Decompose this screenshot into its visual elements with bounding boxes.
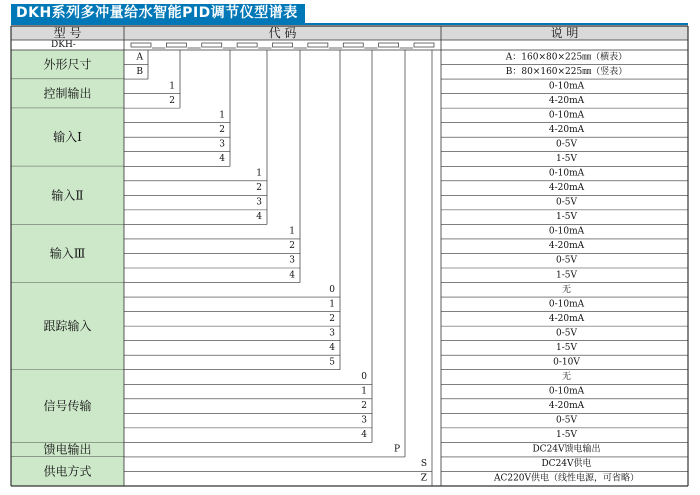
- desc-value: 无: [561, 284, 572, 295]
- model-prefix: DKH-: [51, 40, 76, 50]
- code-value: 0: [361, 372, 367, 382]
- code-value: 3: [361, 415, 367, 426]
- header-code-label: 代 码: [268, 26, 297, 40]
- code-slot-box: [131, 43, 151, 47]
- desc-value: 0-5V: [556, 139, 577, 150]
- group-label: 控制输出: [43, 86, 92, 101]
- code-value: 3: [329, 328, 335, 339]
- desc-value: 0-5V: [556, 415, 577, 426]
- code-slot-box: [308, 43, 328, 47]
- desc-value: 0-10mA: [548, 110, 585, 121]
- group-label: 外形尺寸: [43, 57, 92, 72]
- code-value: 1: [219, 110, 225, 121]
- code-value: 3: [289, 255, 295, 266]
- code-value: 4: [219, 154, 225, 164]
- desc-value: 4-20mA: [548, 313, 585, 324]
- code-slot-box: [273, 43, 293, 47]
- desc-value: 1-5V: [556, 154, 577, 164]
- code-value: S: [420, 459, 427, 470]
- code-slot-box: [237, 43, 257, 47]
- code-value: P: [393, 444, 400, 455]
- desc-value: 1-5V: [556, 342, 577, 353]
- code-value: 2: [289, 241, 295, 252]
- desc-value: 0-10V: [553, 357, 580, 368]
- group-label: 跟踪输入: [43, 319, 92, 334]
- header-band: [11, 26, 688, 40]
- header-desc-label: 说 明: [550, 26, 579, 40]
- desc-value: 4-20mA: [548, 401, 585, 412]
- desc-value: 0-5V: [556, 328, 577, 339]
- desc-value: 0-10mA: [548, 168, 585, 179]
- desc-value: 无: [561, 372, 572, 382]
- code-slot-box: [379, 43, 399, 47]
- code-value: 2: [219, 124, 225, 135]
- desc-value: 0-5V: [556, 255, 577, 266]
- group-label: 输入Ⅱ: [51, 188, 84, 203]
- desc-value: 0-10mA: [548, 81, 585, 92]
- desc-value: 0-10mA: [548, 226, 585, 237]
- code-value: 1: [169, 81, 175, 92]
- desc-value: 0-10mA: [548, 299, 585, 310]
- code-value: 2: [329, 313, 335, 324]
- code-value: 2: [256, 183, 262, 194]
- code-value: 1: [361, 386, 367, 397]
- desc-value: 1-5V: [556, 212, 577, 223]
- group-label: 输入Ⅲ: [49, 246, 86, 261]
- code-value: 4: [361, 430, 367, 441]
- group-label: 供电方式: [43, 464, 92, 479]
- code-slot-box: [202, 43, 222, 47]
- code-value: 4: [329, 342, 335, 353]
- desc-value: 4-20mA: [548, 124, 585, 135]
- desc-value: 4-20mA: [548, 95, 585, 106]
- desc-value: A：160×80×225㎜（横表）: [505, 52, 628, 63]
- desc-value: 1-5V: [556, 270, 577, 281]
- code-value: Z: [420, 473, 427, 484]
- code-value: 3: [256, 197, 262, 208]
- desc-value: 0-10mA: [548, 386, 585, 397]
- code-slot-box: [166, 43, 186, 47]
- code-value: 2: [361, 401, 367, 412]
- code-value: 1: [289, 226, 295, 237]
- header-model-label: 型 号: [53, 26, 82, 40]
- code-value: 1: [329, 299, 335, 310]
- desc-value: DC24V馈电输出: [532, 444, 601, 455]
- desc-value: DC24V供电: [541, 459, 592, 470]
- desc-value: 0-5V: [556, 197, 577, 208]
- code-value: 0: [329, 284, 335, 295]
- code-value: 3: [219, 139, 225, 150]
- code-value: 2: [169, 95, 175, 106]
- desc-value: 1-5V: [556, 430, 577, 441]
- code-value: A: [136, 52, 143, 63]
- code-value: B: [136, 66, 143, 77]
- desc-value: 4-20mA: [548, 183, 585, 194]
- group-label: 输入Ⅰ: [53, 130, 82, 145]
- code-slot-box: [414, 43, 434, 47]
- code-slot-box: [343, 43, 363, 47]
- code-value: 1: [256, 168, 262, 179]
- group-label: 信号传输: [43, 399, 92, 414]
- code-value: 4: [289, 270, 295, 281]
- desc-value: B：80×160×225㎜（竖表）: [505, 66, 628, 77]
- page-title: DKH系列多冲量给水智能PID调节仪型谱表: [11, 4, 305, 23]
- group-label: 馈电输出: [43, 442, 92, 457]
- code-value: 4: [256, 212, 262, 223]
- desc-value: AC220V供电（线性电源，可省略）: [493, 473, 640, 484]
- code-value: 5: [329, 357, 335, 368]
- desc-value: 4-20mA: [548, 241, 585, 252]
